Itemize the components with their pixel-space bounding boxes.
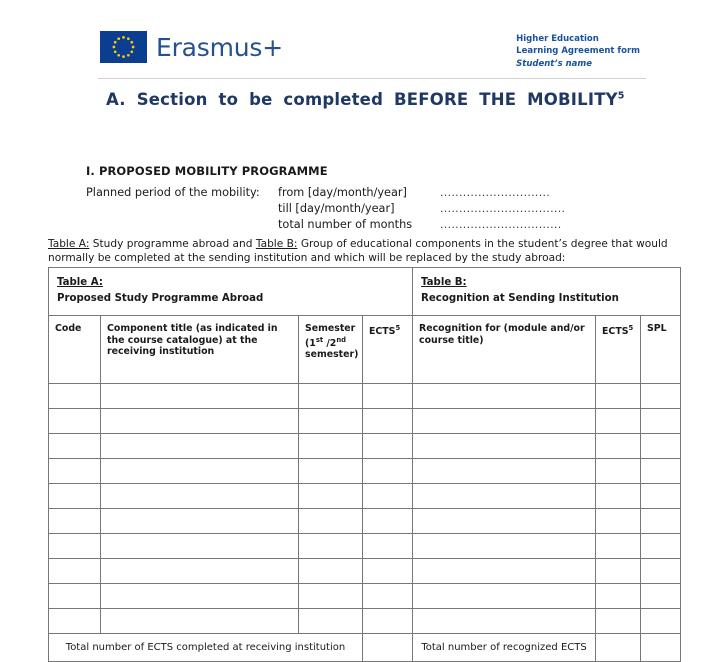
erasmus-wordmark: Erasmus+ xyxy=(156,32,283,62)
cell-component-title[interactable] xyxy=(101,409,299,434)
cell-component-title[interactable] xyxy=(101,584,299,609)
cell-component-title[interactable] xyxy=(101,534,299,559)
cell-code[interactable] xyxy=(49,409,101,434)
document-header xyxy=(100,31,645,76)
ects-b-footnote: 5 xyxy=(628,324,634,332)
cell-semester[interactable] xyxy=(299,559,363,584)
cell-semester[interactable] xyxy=(299,509,363,534)
table-row xyxy=(49,434,681,459)
semester-paren: (1 xyxy=(305,337,316,349)
col-header-code: Code xyxy=(49,316,101,384)
cell-recognition[interactable] xyxy=(413,609,596,634)
ects-a-footnote: 5 xyxy=(395,324,401,332)
cell-recognition[interactable] xyxy=(413,559,596,584)
cell-semester[interactable] xyxy=(299,534,363,559)
semester-close: semester) xyxy=(305,349,359,361)
table-b-label: Table B: xyxy=(421,277,467,288)
cell-ects-a[interactable] xyxy=(363,509,413,534)
col-header-spl: SPL xyxy=(641,316,681,384)
cell-ects-b[interactable] xyxy=(596,434,641,459)
cell-ects-b[interactable] xyxy=(596,584,641,609)
cell-ects-a[interactable] xyxy=(363,459,413,484)
cell-spl[interactable] xyxy=(641,609,681,634)
cell-spl[interactable] xyxy=(641,584,681,609)
mobility-heading: I. PROPOSED MOBILITY PROGRAMME xyxy=(86,164,328,178)
cell-spl[interactable] xyxy=(641,484,681,509)
cell-spl[interactable] xyxy=(641,509,681,534)
mobility-from-dotted-field[interactable]: ............................. xyxy=(440,186,551,199)
cell-ects-b[interactable] xyxy=(596,559,641,584)
intro-text-2: Group of educational components in the student’s degree that would normally be completed at the sending institution and which will be replaced by the study abroad: xyxy=(48,238,668,264)
table-b-caption xyxy=(413,268,681,316)
table-row xyxy=(49,609,681,634)
table-row xyxy=(49,534,681,559)
table-b-subtitle: Recognition at Sending Institution xyxy=(421,293,619,304)
cell-spl[interactable] xyxy=(641,459,681,484)
semester-line-1: Semester xyxy=(305,323,356,334)
cell-semester[interactable] xyxy=(299,409,363,434)
cell-component-title[interactable] xyxy=(101,509,299,534)
table-a-caption xyxy=(49,268,413,316)
mobility-period-block xyxy=(86,185,606,233)
cell-code[interactable] xyxy=(49,584,101,609)
table-row xyxy=(49,409,681,434)
cell-spl[interactable] xyxy=(641,434,681,459)
cell-spl[interactable] xyxy=(641,534,681,559)
cell-recognition[interactable] xyxy=(413,584,596,609)
cell-recognition[interactable] xyxy=(413,509,596,534)
table-row xyxy=(49,509,681,534)
table-a-subtitle: Proposed Study Programme Abroad xyxy=(57,293,264,304)
cell-ects-a[interactable] xyxy=(363,534,413,559)
table-row xyxy=(49,584,681,609)
cell-code[interactable] xyxy=(49,384,101,409)
learning-agreement-table xyxy=(48,267,681,662)
cell-component-title[interactable] xyxy=(101,459,299,484)
eu-flag-icon xyxy=(100,31,147,63)
col-header-ects-b xyxy=(596,316,641,384)
cell-code[interactable] xyxy=(49,459,101,484)
cell-code[interactable] xyxy=(49,509,101,534)
cell-ects-b[interactable] xyxy=(596,409,641,434)
cell-code[interactable] xyxy=(49,534,101,559)
cell-semester[interactable] xyxy=(299,434,363,459)
cell-spl[interactable] xyxy=(641,409,681,434)
cell-ects-a[interactable] xyxy=(363,609,413,634)
table-row xyxy=(49,459,681,484)
cell-code[interactable] xyxy=(49,434,101,459)
form-meta-line-2: Learning Agreement form xyxy=(516,46,640,57)
cell-semester[interactable] xyxy=(299,584,363,609)
form-meta-block xyxy=(516,33,640,70)
mobility-from-label: from [day/month/year] xyxy=(278,186,407,199)
cell-ects-b[interactable] xyxy=(596,609,641,634)
mobility-till-dotted-field[interactable]: ................................. xyxy=(440,202,566,215)
semester-sup-nd: nd xyxy=(336,335,347,344)
cell-ects-b[interactable] xyxy=(596,384,641,409)
table-caption-row xyxy=(49,268,681,316)
total-ects-receiving-label: Total number of ECTS completed at receiving institution xyxy=(49,634,363,662)
cell-ects-b[interactable] xyxy=(596,459,641,484)
intro-text-1: Study programme abroad and xyxy=(89,238,256,250)
cell-recognition[interactable] xyxy=(413,409,596,434)
form-meta-line-1: Higher Education xyxy=(516,34,599,44)
mobility-till-label: till [day/month/year] xyxy=(278,202,395,215)
table-header-row xyxy=(49,316,681,384)
cell-ects-a[interactable] xyxy=(363,484,413,509)
table-row xyxy=(49,484,681,509)
col-header-ects-a xyxy=(363,316,413,384)
cell-component-title[interactable] xyxy=(101,384,299,409)
total-spl-value[interactable] xyxy=(641,634,681,662)
intro-table-b-ref: Table B: xyxy=(255,238,298,250)
cell-recognition[interactable] xyxy=(413,384,596,409)
cell-ects-b[interactable] xyxy=(596,484,641,509)
total-ects-receiving-value[interactable] xyxy=(363,634,413,662)
cell-ects-b[interactable] xyxy=(596,534,641,559)
cell-recognition[interactable] xyxy=(413,434,596,459)
mobility-row xyxy=(86,201,606,217)
cell-spl[interactable] xyxy=(641,559,681,584)
cell-ects-a[interactable] xyxy=(363,409,413,434)
cell-spl[interactable] xyxy=(641,384,681,409)
table-row xyxy=(49,384,681,409)
page-title-text: A. Section to be completed BEFORE THE MOBILITY xyxy=(106,90,618,109)
mobility-months-label: total number of months xyxy=(278,218,413,231)
cell-semester[interactable] xyxy=(299,609,363,634)
cell-code[interactable] xyxy=(49,609,101,634)
cell-component-title[interactable] xyxy=(101,559,299,584)
cell-semester[interactable] xyxy=(299,484,363,509)
form-meta-student-name: Student’s name xyxy=(516,58,593,69)
cell-component-title[interactable] xyxy=(101,609,299,634)
cell-ects-a[interactable] xyxy=(363,559,413,584)
col-header-semester xyxy=(299,316,363,384)
page-title-footnote: 5 xyxy=(617,90,625,102)
semester-sup-st: st xyxy=(315,335,324,344)
page-title xyxy=(106,90,646,109)
cell-ects-a[interactable] xyxy=(363,384,413,409)
mobility-row xyxy=(86,217,606,233)
table-a-label: Table A: xyxy=(57,277,103,288)
cell-recognition[interactable] xyxy=(413,484,596,509)
cell-semester[interactable] xyxy=(299,384,363,409)
mobility-period-label: Planned period of the mobility: xyxy=(86,186,260,199)
ects-b-text: ECTS xyxy=(602,326,629,338)
semester-mid: /2 xyxy=(323,337,337,349)
mobility-row xyxy=(86,185,606,201)
cell-ects-b[interactable] xyxy=(596,509,641,534)
erasmus-logo xyxy=(100,31,283,63)
cell-ects-a[interactable] xyxy=(363,434,413,459)
mobility-months-dotted-field[interactable]: ................................ xyxy=(440,218,562,231)
cell-code[interactable] xyxy=(49,559,101,584)
header-divider xyxy=(98,78,646,79)
col-header-component-title: Component title (as indicated in the course catalogue) at the receiving institution xyxy=(101,316,299,384)
cell-component-title[interactable] xyxy=(101,484,299,509)
ects-a-text: ECTS xyxy=(369,326,396,338)
table-row xyxy=(49,559,681,584)
total-ects-recognized-value[interactable] xyxy=(596,634,641,662)
cell-ects-a[interactable] xyxy=(363,584,413,609)
tables-intro-paragraph xyxy=(48,238,688,265)
intro-table-a-ref: Table A: xyxy=(48,238,90,250)
col-header-recognition: Recognition for (module and/or course title) xyxy=(413,316,596,384)
cell-recognition[interactable] xyxy=(413,534,596,559)
cell-semester[interactable] xyxy=(299,459,363,484)
cell-recognition[interactable] xyxy=(413,459,596,484)
total-ects-recognized-label: Total number of recognized ECTS xyxy=(413,634,596,662)
cell-code[interactable] xyxy=(49,484,101,509)
table-totals-row xyxy=(49,634,681,662)
cell-component-title[interactable] xyxy=(101,434,299,459)
